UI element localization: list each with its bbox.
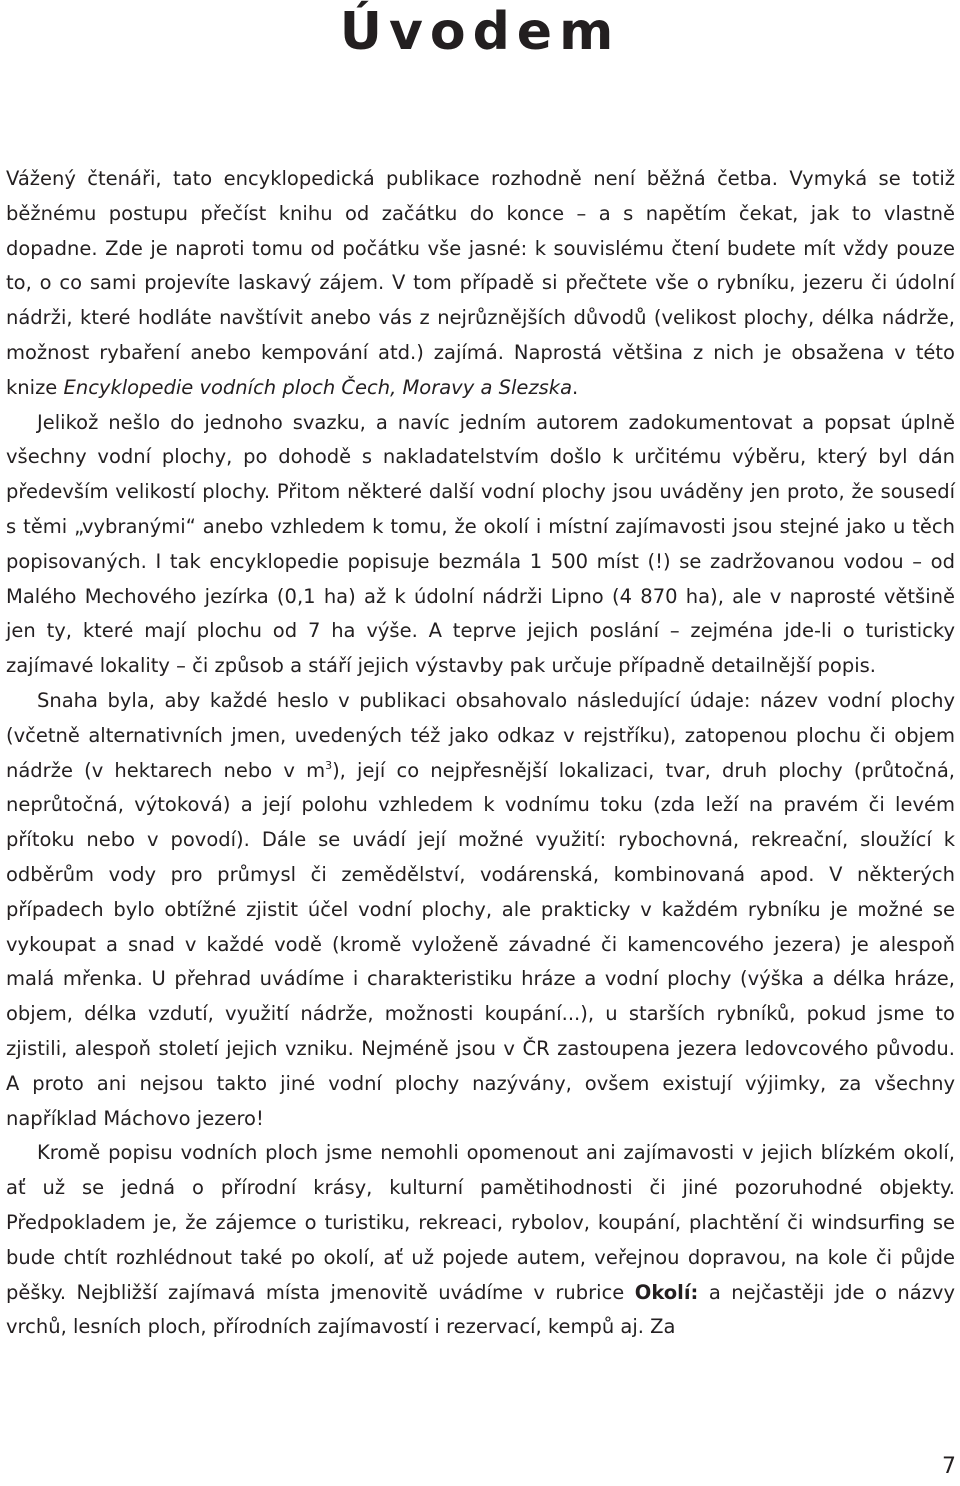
paragraph-4 xyxy=(6,1136,955,1345)
paragraph-1-text: Vážený čtenáři, tato encyklopedická publikace rozhodně není běžná četba. Vymyká se totiž běžnému postupu přečíst knihu od začátku do konce – a s napětím čekat, jak to vlastně dopadne. Zde je naproti tomu od počátku vše jasné: k souvislému čtení budete mít vždy pouze to, o co sami projevíte laskavý zájem. V tom případě si přečtete vše o rybníku, jezeru či údolní nádrži, které hodláte navštívit anebo vás z nejrůznějších důvodů (velikost plochy, délka nádrže, možnost rybaření anebo kempování atd.) zajímá. Naprostá většina z nich je obsažena v této knize xyxy=(6,167,955,399)
page-title: Úvodem xyxy=(339,2,621,62)
paragraph-3-text: Snaha byla, aby každé heslo v publikaci obsahovalo následující údaje: název vodní plochy (včetně alternativních jmen, uvedených též jako odkaz v rejstříku), zatopenou plochu či objem nádrže (v hektarech nebo v m xyxy=(6,688,955,782)
body-text xyxy=(6,162,955,1345)
paragraph-3-rest: ), její co nejpřesnější lokalizaci, tvar, druh plochy (průtočná, neprůtočná, výtoková) a její polohu vzhledem k vodnímu toku (zda leží na pravém či levém přítoku nebo v povodí). Dále se uvádí její možné využití: rybochovná, rekreační, sloužící k odběrům vody pro průmysl či zemědělství, vodárenská, kombinovaná apod. V některých případech bylo obtížné zjistit účel vodní plochy, ale prakticky v každém rybníku je možné se vykoupat a snad v každé vodě (kromě vyloženě závadné či kamencového jezera) je alespoň malá mřenka. U přehrad uvádíme i charakteristiku hráze a vodní plochy (výška a délka hráze, objem, délka vzdutí, využití nádrže, možnosti koupání...), u starších rybníků, pokud jsme to zjistili, alespoň století jejich vzniku. Nejméně jsou v ČR zastoupena jezera ledovcového původu. A proto ani nejsou takto jiné vodní plochy nazývány, ovšem existují výjimky, za všechny například Máchovo jezero! xyxy=(6,758,956,1130)
paragraph-2: Jelikož nešlo do jednoho svazku, a navíc jedním autorem zadokumentovat a popsat úplně všechny vodní plochy, po dohodě s nakladatelstvím došlo k určitému výběru, který byl dán především velikostí plochy. Přitom některé další vodní plochy jsou uváděny jen proto, že sousedí s těmi „vybranými“ anebo vzhledem k tomu, že okolí i místní zajímavosti jsou stejné jako u těch popisovaných. I tak encyklopedie popisuje bezmála 1 500 míst (!) se zadržovanou vodou – od Malého Mechového jezírka (0,1 ha) až k údolní nádrži Lipno (4 870 ha), ale v naprosté většině jen ty, které mají plochu od 7 ha výše. A teprve jejich poslání – zejména jde-li o turisticky zajímavé lokality – či způsob a stáří jejich výstavby pak určuje případně detailnější popis. xyxy=(6,410,955,678)
page-number: 7 xyxy=(942,1454,956,1479)
paragraph-3 xyxy=(6,684,955,1136)
paragraph-4-text: Kromě popisu vodních ploch jsme nemohli opomenout ani zajímavosti v jejich blízkém okolí, ať už se jedná o přírodní krásy, kulturní pamětihodnosti či jiné pozoruhodné objekty. Předpokladem je, že zájemce o turistiku, rekreaci, rybolov, koupání, plachtění či windsurfing se bude chtít rozhlédnout také po okolí, ať už pojede autem, veřejnou dopravou, na kole či půjde pěšky. Nejbližší zajímavá místa jmenovitě uvádíme v rubrice xyxy=(6,1141,955,1304)
okoli-rubric-label: Okolí: xyxy=(634,1280,699,1304)
book-title-italic: Encyklopedie vodních ploch Čech, Moravy a Slezska xyxy=(63,375,573,399)
superscript-3: 3 xyxy=(325,758,333,772)
paragraph-1-end: . xyxy=(572,375,579,399)
paragraph-1 xyxy=(6,162,955,406)
paragraph-4-rest: a nejčastěji jde o názvy vrchů, lesních ploch, přírodních zajímavostí i rezervací, kempů aj. Za xyxy=(6,1280,956,1339)
